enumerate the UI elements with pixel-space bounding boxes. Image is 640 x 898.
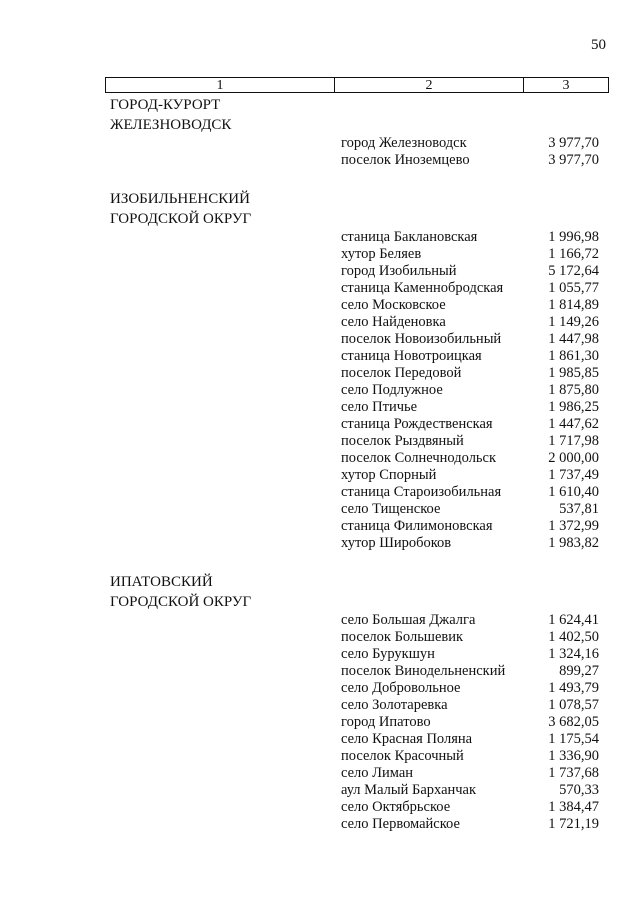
table-row xyxy=(0,714,640,731)
settlement-name: поселок Красочный xyxy=(341,748,464,764)
settlement-name: поселок Иноземцево xyxy=(341,152,470,168)
header-col-3: 3 xyxy=(562,78,570,93)
page-number: 50 xyxy=(591,37,606,53)
settlement-name: село Красная Поляна xyxy=(341,731,473,747)
settlement-name: село Первомайское xyxy=(341,816,460,832)
region-block xyxy=(0,189,640,552)
settlement-value: 1 372,99 xyxy=(548,518,599,534)
settlement-value: 1 814,89 xyxy=(548,297,599,313)
table-row xyxy=(0,765,640,782)
settlement-name: поселок Большевик xyxy=(341,629,464,645)
settlement-value: 1 717,98 xyxy=(548,433,599,449)
table-row xyxy=(0,280,640,297)
settlement-name: станица Филимоновская xyxy=(341,518,493,534)
settlement-value: 1 624,41 xyxy=(548,612,599,628)
table-row xyxy=(0,518,640,535)
settlement-value: 3 977,70 xyxy=(548,152,599,168)
settlement-name: село Большая Джалга xyxy=(341,612,476,628)
table-row xyxy=(0,348,640,365)
table-row xyxy=(0,782,640,799)
table-header xyxy=(105,77,609,93)
table-row xyxy=(0,799,640,816)
table-row xyxy=(0,450,640,467)
table-row xyxy=(0,297,640,314)
table-row xyxy=(0,314,640,331)
settlement-name: станица Рождественская xyxy=(341,416,493,432)
settlement-value: 1 402,50 xyxy=(548,629,599,645)
settlement-value: 1 324,16 xyxy=(548,646,599,662)
table-body xyxy=(0,95,640,833)
settlement-value: 570,33 xyxy=(559,782,599,798)
table-row xyxy=(0,748,640,765)
settlement-value: 2 000,00 xyxy=(548,450,599,466)
settlement-name: село Московское xyxy=(341,297,446,313)
settlement-value: 1 166,72 xyxy=(548,246,599,262)
settlement-value: 1 861,30 xyxy=(548,348,599,364)
settlement-name: хутор Беляев xyxy=(341,246,422,262)
settlement-name: станица Новотроицкая xyxy=(341,348,482,364)
region-title xyxy=(0,572,640,612)
settlement-name: село Найденовка xyxy=(341,314,446,330)
table-row xyxy=(0,331,640,348)
settlement-value: 1 336,90 xyxy=(548,748,599,764)
region-title-line: ГОРОД-КУРОРТ xyxy=(110,97,221,113)
settlement-value: 3 682,05 xyxy=(548,714,599,730)
settlement-value: 1 875,80 xyxy=(548,382,599,398)
settlement-value: 1 493,79 xyxy=(548,680,599,696)
region-title-line: ИПАТОВСКИЙ xyxy=(110,574,213,590)
settlement-name: село Лиман xyxy=(341,765,414,781)
region-spacer xyxy=(0,169,640,189)
region-title xyxy=(0,189,640,229)
settlement-name: поселок Рыздвяный xyxy=(341,433,464,449)
settlement-value: 1 983,82 xyxy=(548,535,599,551)
table-row xyxy=(0,501,640,518)
settlement-name: хутор Спорный xyxy=(341,467,437,483)
settlement-value: 1 721,19 xyxy=(548,816,599,832)
settlement-name: поселок Новоизобильный xyxy=(341,331,502,347)
region-title-line: ГОРОДСКОЙ ОКРУГ xyxy=(110,594,252,610)
table-row xyxy=(0,382,640,399)
table-row xyxy=(0,433,640,450)
header-col-2: 2 xyxy=(335,78,524,92)
settlement-value: 1 149,26 xyxy=(548,314,599,330)
settlement-value: 1 447,98 xyxy=(548,331,599,347)
settlement-value: 1 384,47 xyxy=(548,799,599,815)
table-row xyxy=(0,416,640,433)
settlement-name: хутор Широбоков xyxy=(341,535,452,551)
region-title-line: ИЗОБИЛЬНЕНСКИЙ xyxy=(110,191,250,207)
table-row xyxy=(0,629,640,646)
table-row xyxy=(0,467,640,484)
table-row xyxy=(0,229,640,246)
settlement-name: город Железноводск xyxy=(341,135,467,151)
table-row xyxy=(0,612,640,629)
table-row xyxy=(0,816,640,833)
settlement-name: село Птичье xyxy=(341,399,418,415)
settlement-name: поселок Передовой xyxy=(341,365,462,381)
settlement-name: село Добровольное xyxy=(341,680,461,696)
settlement-name: поселок Солнечнодольск xyxy=(341,450,497,466)
settlement-name: село Октябрьское xyxy=(341,799,451,815)
table-row xyxy=(0,246,640,263)
table-row xyxy=(0,646,640,663)
table-row xyxy=(0,484,640,501)
region-block xyxy=(0,95,640,169)
region-title-line: ЖЕЛЕЗНОВОДСК xyxy=(110,117,232,133)
settlement-name: город Ипатово xyxy=(341,714,431,730)
settlement-name: поселок Винодельненский xyxy=(341,663,506,679)
settlement-value: 537,81 xyxy=(559,501,599,517)
settlement-value: 3 977,70 xyxy=(548,135,599,151)
settlement-value: 5 172,64 xyxy=(548,263,599,279)
table-row xyxy=(0,680,640,697)
settlement-name: станица Староизобильная xyxy=(341,484,502,500)
settlement-value: 1 737,49 xyxy=(548,467,599,483)
settlement-value: 1 986,25 xyxy=(548,399,599,415)
settlement-name: аул Малый Барханчак xyxy=(341,782,477,798)
settlement-name: село Золотаревка xyxy=(341,697,448,713)
settlement-value: 1 985,85 xyxy=(548,365,599,381)
region-block xyxy=(0,572,640,833)
settlement-value: 899,27 xyxy=(559,663,599,679)
settlement-name: станица Баклановская xyxy=(341,229,478,245)
settlement-value: 1 078,57 xyxy=(548,697,599,713)
table-row xyxy=(0,399,640,416)
header-col-1: 1 xyxy=(106,78,335,92)
settlement-value: 1 996,98 xyxy=(548,229,599,245)
table-row xyxy=(0,152,640,169)
settlement-name: город Изобильный xyxy=(341,263,457,279)
table-row xyxy=(0,135,640,152)
table-row xyxy=(0,365,640,382)
table-row xyxy=(0,663,640,680)
settlement-name: село Бурукшун xyxy=(341,646,435,662)
region-spacer xyxy=(0,552,640,572)
settlement-value: 1 055,77 xyxy=(548,280,599,296)
table-row xyxy=(0,697,640,714)
region-title-line: ГОРОДСКОЙ ОКРУГ xyxy=(110,211,252,227)
settlement-name: станица Каменнобродская xyxy=(341,280,504,296)
settlement-value: 1 737,68 xyxy=(548,765,599,781)
settlement-name: село Тищенское xyxy=(341,501,441,517)
settlement-name: село Подлужное xyxy=(341,382,443,398)
settlement-value: 1 447,62 xyxy=(548,416,599,432)
table-row xyxy=(0,263,640,280)
region-title xyxy=(0,95,640,135)
table-row xyxy=(0,731,640,748)
table-row xyxy=(0,535,640,552)
settlement-value: 1 610,40 xyxy=(548,484,599,500)
settlement-value: 1 175,54 xyxy=(548,731,599,747)
